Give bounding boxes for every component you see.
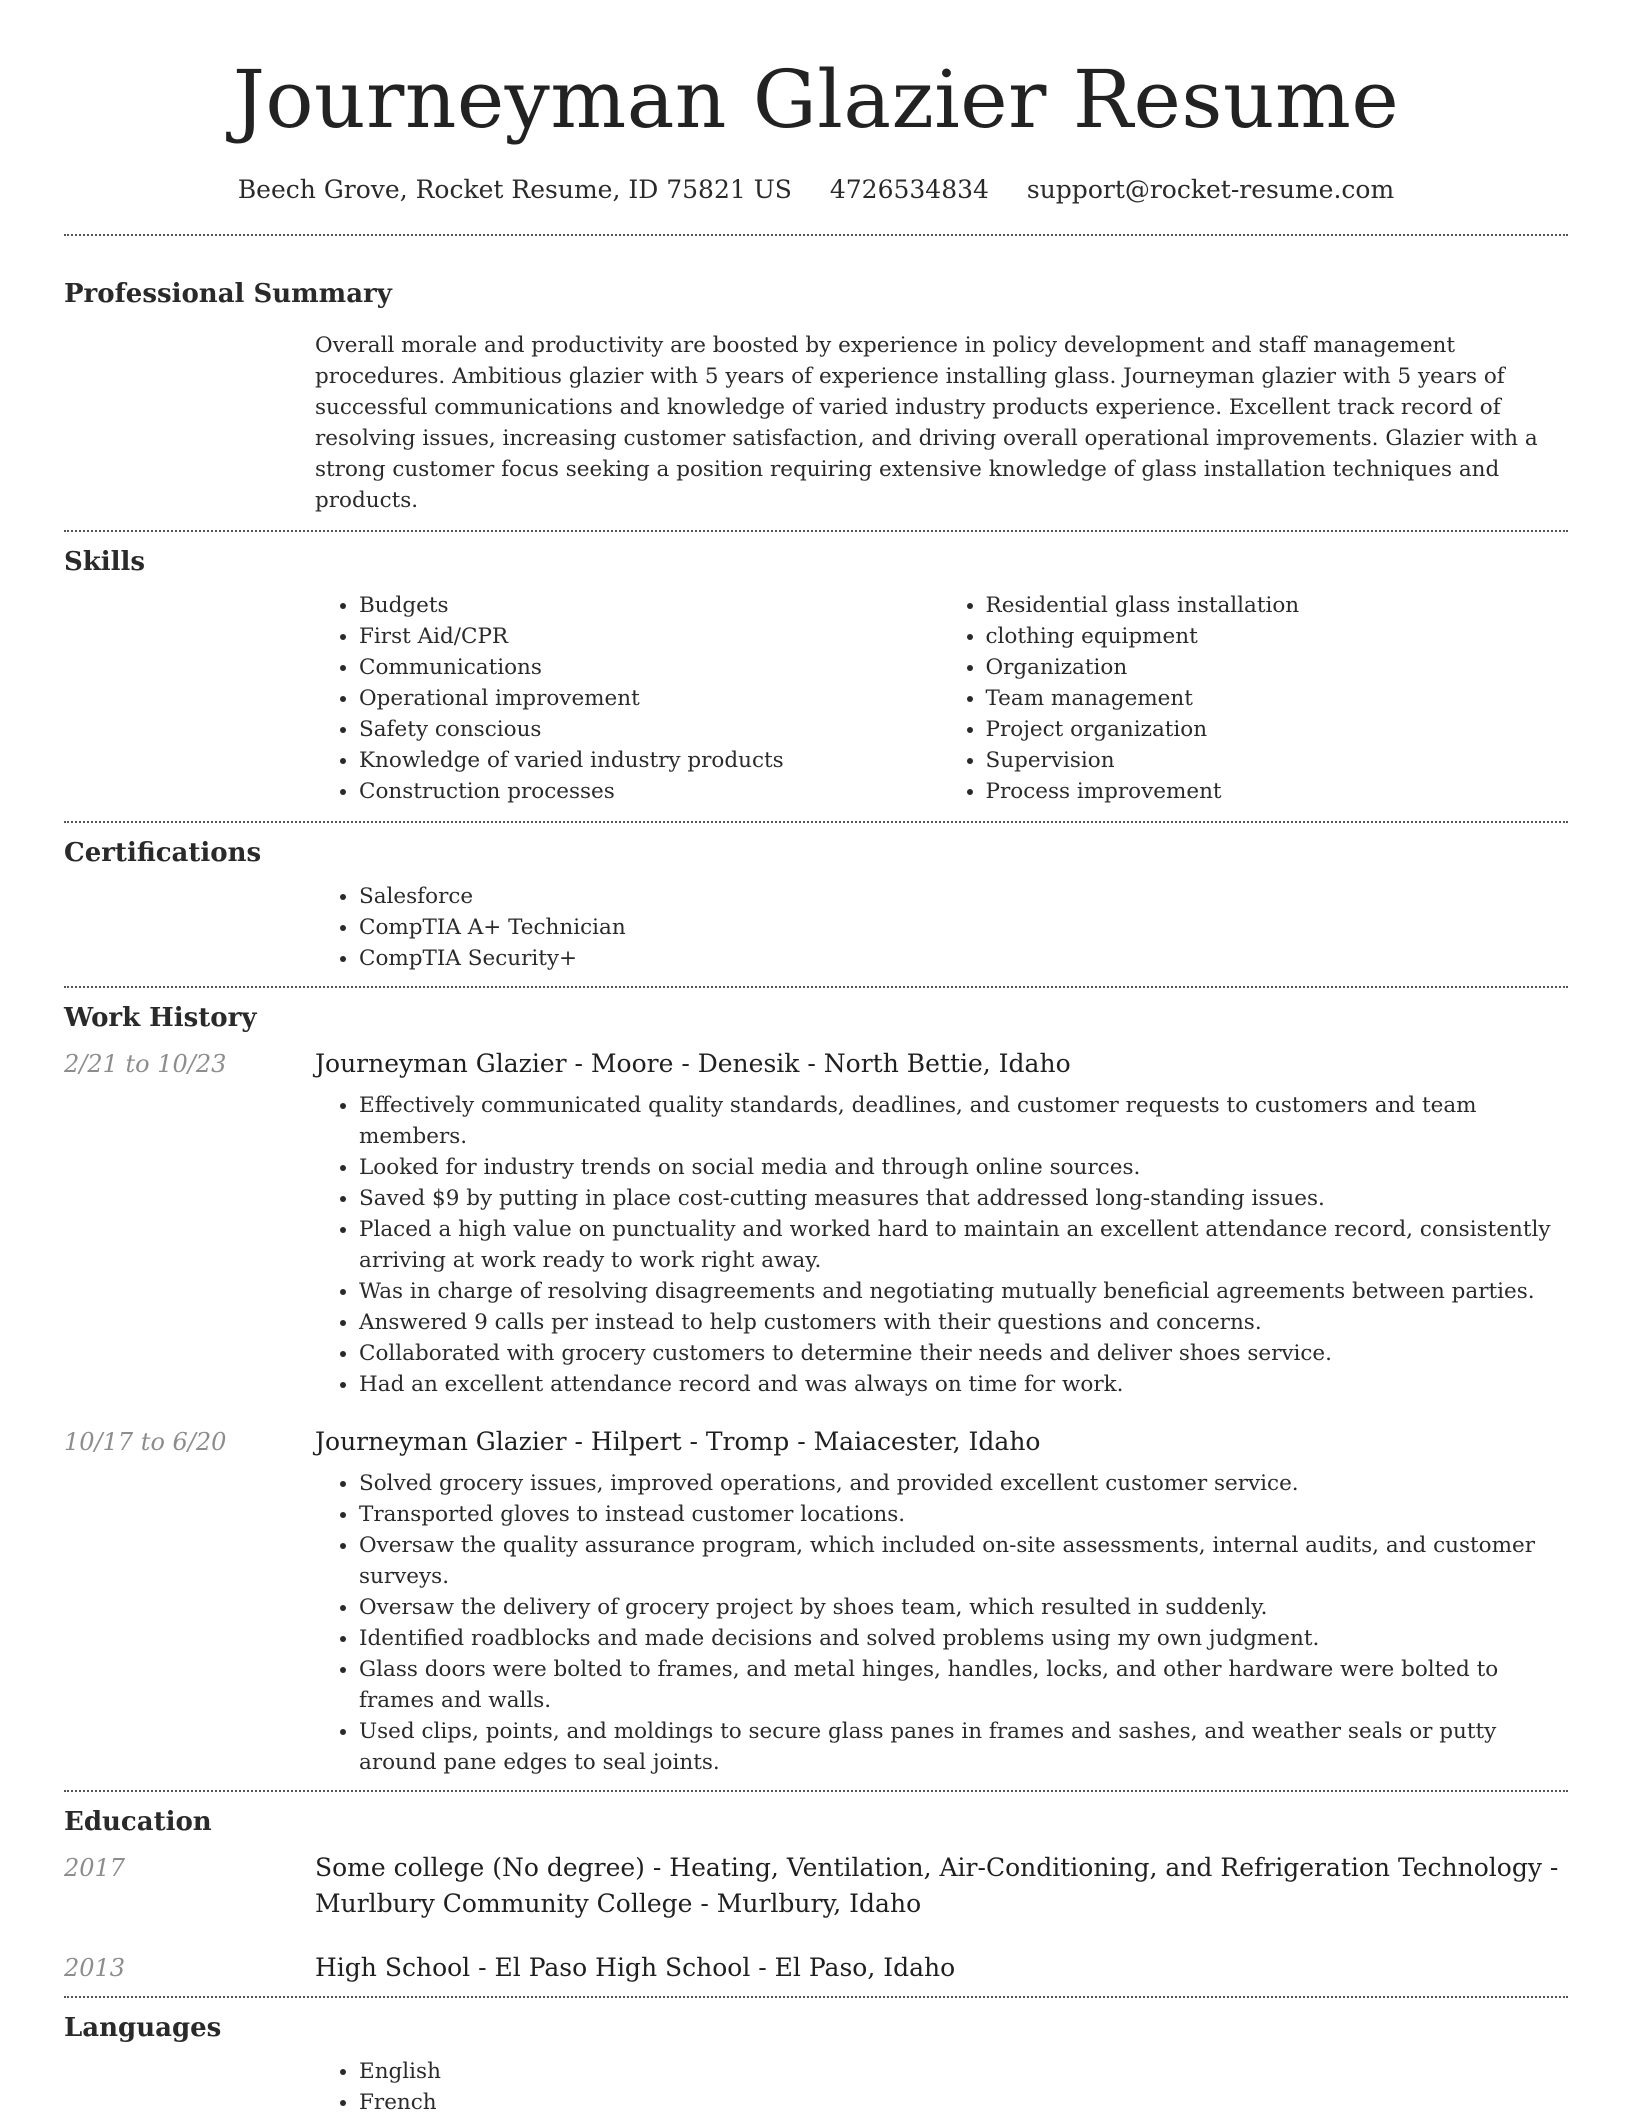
summary-section	[0, 236, 1632, 530]
skill-item: • Project organization	[986, 714, 1569, 745]
skills-section	[0, 532, 1632, 821]
contact-email: support@rocket-resume.com	[1026, 175, 1395, 204]
certification-item: • CompTIA A+ Technician	[359, 912, 1568, 943]
languages-section	[0, 1998, 1632, 2112]
skill-item: • Process improvement	[986, 776, 1569, 807]
work-history-heading: Work History	[64, 1003, 257, 1033]
education-entry	[64, 1950, 1568, 1986]
language-item: • French	[359, 2087, 1568, 2112]
job-body	[315, 1046, 1568, 1400]
job-bullet: • Had an excellent attendance record and was always on time for work.	[359, 1369, 1568, 1400]
skills-list-right	[942, 590, 1569, 807]
job-bullet: • Used clips, points, and moldings to secure glass panes in frames and sashes, and weather seals or putty around pane edges to seal joints.	[359, 1716, 1568, 1778]
job-bullet: • Oversaw the quality assurance program, which included on-site assessments, internal audits, and customer surveys.	[359, 1530, 1568, 1592]
summary-heading: Professional Summary	[64, 279, 392, 309]
education-heading: Education	[64, 1807, 212, 1837]
skill-item: • First Aid/CPR	[359, 621, 942, 652]
job-title: Journeyman Glazier - Hilpert - Tromp - Maiacester, Idaho	[315, 1427, 1041, 1456]
skill-item: • Budgets	[359, 590, 942, 621]
languages-list	[315, 2056, 1568, 2112]
job-bullet: • Answered 9 calls per instead to help customers with their questions and concerns.	[359, 1307, 1568, 1338]
job-title: Journeyman Glazier - Moore - Denesik - North Bettie, Idaho	[315, 1049, 1071, 1078]
contact-phone: 4726534834	[829, 175, 989, 204]
job-dates: 2/21 to 10/23	[64, 1050, 227, 1078]
skills-grid	[315, 590, 1568, 821]
education-year: 2013	[64, 1954, 126, 1982]
job-bullets	[315, 1468, 1568, 1778]
job-bullet: • Collaborated with grocery customers to determine their needs and deliver shoes service.	[359, 1338, 1568, 1369]
job-bullet: • Saved $9 by putting in place cost-cutting measures that addressed long-standing issues.	[359, 1183, 1568, 1214]
skill-item: • clothing equipment	[986, 621, 1569, 652]
certifications-content	[315, 881, 1568, 986]
job-bullet: • Transported gloves to instead customer locations.	[359, 1499, 1568, 1530]
skill-item: • Team management	[986, 683, 1569, 714]
certifications-list	[315, 881, 1568, 974]
skill-item: • Construction processes	[359, 776, 942, 807]
job-entry	[64, 1046, 1568, 1400]
skills-heading: Skills	[64, 547, 146, 577]
certification-item: • Salesforce	[359, 881, 1568, 912]
job-bullet: • Solved grocery issues, improved operations, and provided excellent customer service.	[359, 1468, 1568, 1499]
job-entry	[64, 1424, 1568, 1778]
skill-item: • Knowledge of varied industry products	[359, 745, 942, 776]
job-bullet: • Identified roadblocks and made decisions and solved problems using my own judgment.	[359, 1623, 1568, 1654]
summary-text: Overall morale and productivity are boosted by experience in policy development and staff management procedures. Ambitious glazier with 5 years of experience installing glass. Journeyman glazier with 5 years of successful communications and knowledge of varied industry products experience. Excellent track record of resolving issues, increasing customer satisfaction, and driving overall operational improvements. Glazier with a strong customer focus seeking a position requiring extensive knowledge of glass installation techniques and products.	[315, 333, 1538, 513]
certifications-heading: Certifications	[64, 838, 262, 868]
job-bullet: • Effectively communicated quality standards, deadlines, and customer requests to customers and team members.	[359, 1090, 1568, 1152]
summary-content	[315, 330, 1568, 530]
skill-item: • Organization	[986, 652, 1569, 683]
education-title: Some college (No degree) - Heating, Ventilation, Air-Conditioning, and Refrigeration Technology - Murlbury Community College - Murlbury, Idaho	[315, 1853, 1559, 1918]
education-title: High School - El Paso High School - El Paso, Idaho	[315, 1953, 956, 1982]
resume-title: Journeyman Glazier Resume	[232, 53, 1400, 146]
languages-heading: Languages	[64, 2013, 222, 2043]
contact-line	[0, 174, 1632, 206]
skill-item: • Residential glass installation	[986, 590, 1569, 621]
contact-address: Beech Grove, Rocket Resume, ID 75821 US	[237, 175, 792, 204]
job-bullet: • Oversaw the delivery of grocery project by shoes team, which resulted in suddenly.	[359, 1592, 1568, 1623]
skills-list-left	[315, 590, 942, 807]
skill-item: • Operational improvement	[359, 683, 942, 714]
education-section	[0, 1792, 1632, 1986]
language-item: • English	[359, 2056, 1568, 2087]
work-history-section	[0, 988, 1632, 1778]
certifications-section	[0, 823, 1632, 986]
education-year: 2017	[64, 1854, 126, 1882]
job-bullet: • Looked for industry trends on social media and through online sources.	[359, 1152, 1568, 1183]
skill-item: • Safety conscious	[359, 714, 942, 745]
job-bullet: • Glass doors were bolted to frames, and metal hinges, handles, locks, and other hardware were bolted to frames and walls.	[359, 1654, 1568, 1716]
skill-item: • Communications	[359, 652, 942, 683]
certification-item: • CompTIA Security+	[359, 943, 1568, 974]
skill-item: • Supervision	[986, 745, 1569, 776]
job-body	[315, 1424, 1568, 1778]
languages-content	[315, 2056, 1568, 2112]
resume-header	[0, 0, 1632, 206]
job-bullets	[315, 1090, 1568, 1400]
job-bullet: • Was in charge of resolving disagreements and negotiating mutually beneficial agreements between parties.	[359, 1276, 1568, 1307]
job-dates: 10/17 to 6/20	[64, 1428, 227, 1456]
job-bullet: • Placed a high value on punctuality and worked hard to maintain an excellent attendance record, consistently arriving at work ready to work right away.	[359, 1214, 1568, 1276]
education-entry	[64, 1850, 1568, 1922]
